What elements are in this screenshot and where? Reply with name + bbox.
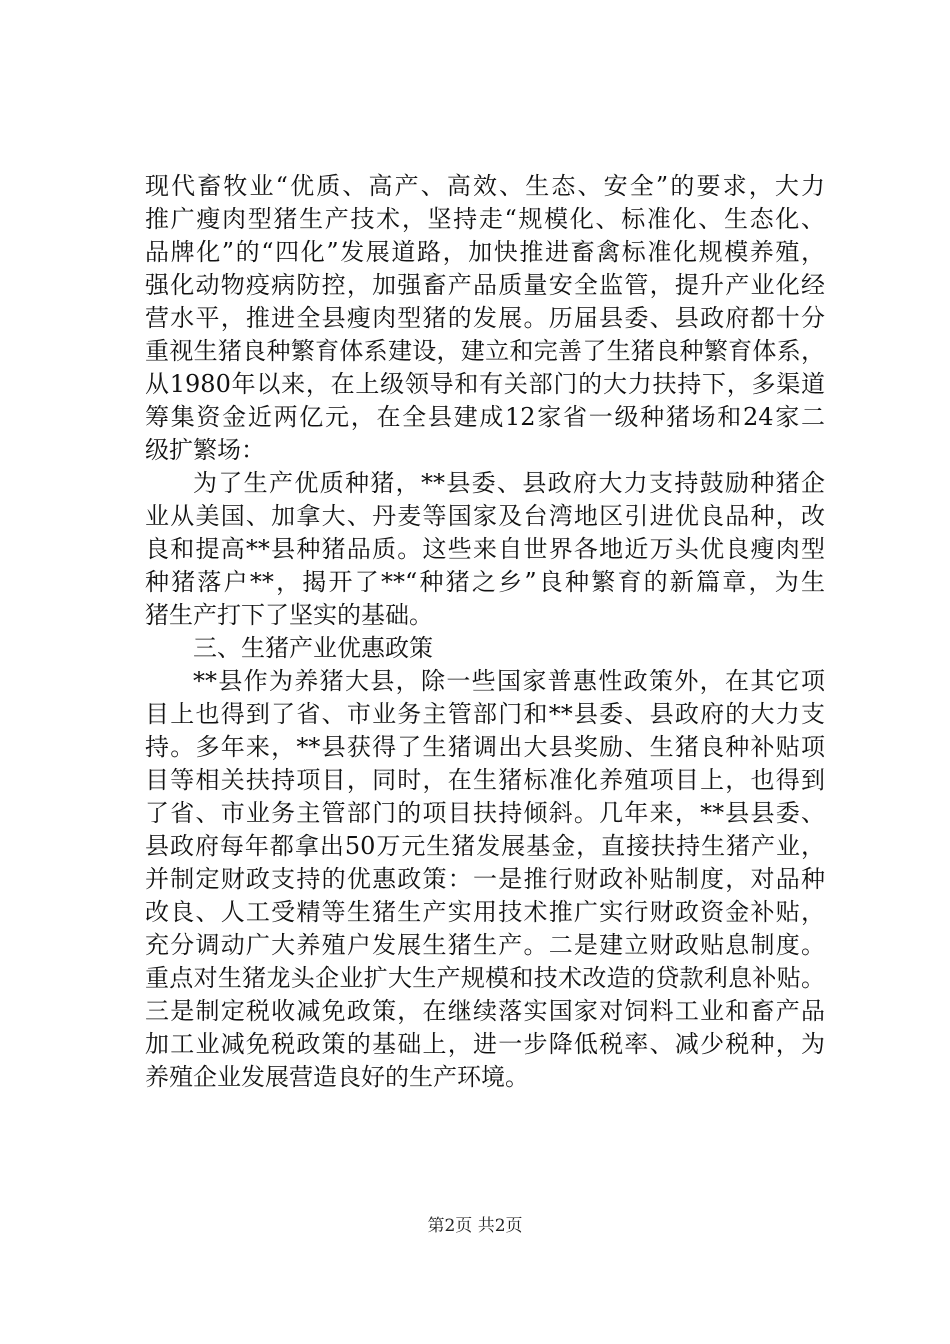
text-line: 业从美国、加拿大、丹麦等国家及台湾地区引进优良品种，改 xyxy=(145,502,825,530)
text-line: 持。多年来，**县获得了生猪调出大县奖励、生猪良种补贴项 xyxy=(145,733,825,761)
document-body xyxy=(145,170,825,1094)
page-footer: 第2页 共2页 xyxy=(427,1216,523,1236)
text-line: 了省、市业务主管部门的项目扶持倾斜。几年来，**县县委、 xyxy=(145,799,825,827)
text-line: 三是制定税收减免政策，在继续落实国家对饲料工业和畜产品 xyxy=(145,997,825,1025)
text-line: 目上也得到了省、市业务主管部门和**县委、县政府的大力支 xyxy=(145,700,825,728)
text-line: 为了生产优质种猪，**县委、县政府大力支持鼓励种猪企 xyxy=(193,469,825,497)
text-line: 现代畜牧业“优质、高产、高效、生态、安全”的要求，大力 xyxy=(145,172,825,200)
text-line: 三、生猪产业优惠政策 xyxy=(193,634,433,662)
text-line: 重视生猪良种繁育体系建设，建立和完善了生猪良种繁育体系， xyxy=(145,337,825,365)
text-line: 从1980年以来，在上级领导和有关部门的大力扶持下，多渠道 xyxy=(145,370,825,398)
text-line: 营水平，推进全县瘦肉型猪的发展。历届县委、县政府都十分 xyxy=(145,304,825,332)
text-line: 猪生产打下了坚实的基础。 xyxy=(145,601,433,629)
text-line: 种猪落户**，揭开了**“种猪之乡”良种繁育的新篇章，为生 xyxy=(145,568,825,596)
text-line: 并制定财政支持的优惠政策：一是推行财政补贴制度，对品种 xyxy=(145,865,825,893)
text-line: 推广瘦肉型猪生产技术，坚持走“规模化、标准化、生态化、 xyxy=(145,205,825,233)
text-line: 强化动物疫病防控，加强畜产品质量安全监管，提升产业化经 xyxy=(145,271,825,299)
text-line: 充分调动广大养殖户发展生猪生产。二是建立财政贴息制度。 xyxy=(145,931,825,959)
text-line: 筹集资金近两亿元，在全县建成12家省一级种猪场和24家二 xyxy=(145,403,825,431)
text-line: 重点对生猪龙头企业扩大生产规模和技术改造的贷款利息补贴。 xyxy=(145,964,825,992)
text-line: 级扩繁场： xyxy=(145,436,265,464)
text-line: 县政府每年都拿出50万元生猪发展基金，直接扶持生猪产业， xyxy=(145,832,825,860)
text-line: 改良、人工受精等生猪生产实用技术推广实行财政资金补贴， xyxy=(145,898,825,926)
text-line: 目等相关扶持项目，同时，在生猪标准化养殖项目上，也得到 xyxy=(145,766,825,794)
text-line: **县作为养猪大县，除一些国家普惠性政策外，在其它项 xyxy=(193,667,825,695)
text-line: 养殖企业发展营造良好的生产环境。 xyxy=(145,1063,529,1091)
text-line: 加工业减免税政策的基础上，进一步降低税率、减少税种，为 xyxy=(145,1030,825,1058)
text-line: 品牌化”的“四化”发展道路，加快推进畜禽标准化规模养殖， xyxy=(145,238,825,266)
text-line: 良和提高**县种猪品质。这些来自世界各地近万头优良瘦肉型 xyxy=(145,535,825,563)
